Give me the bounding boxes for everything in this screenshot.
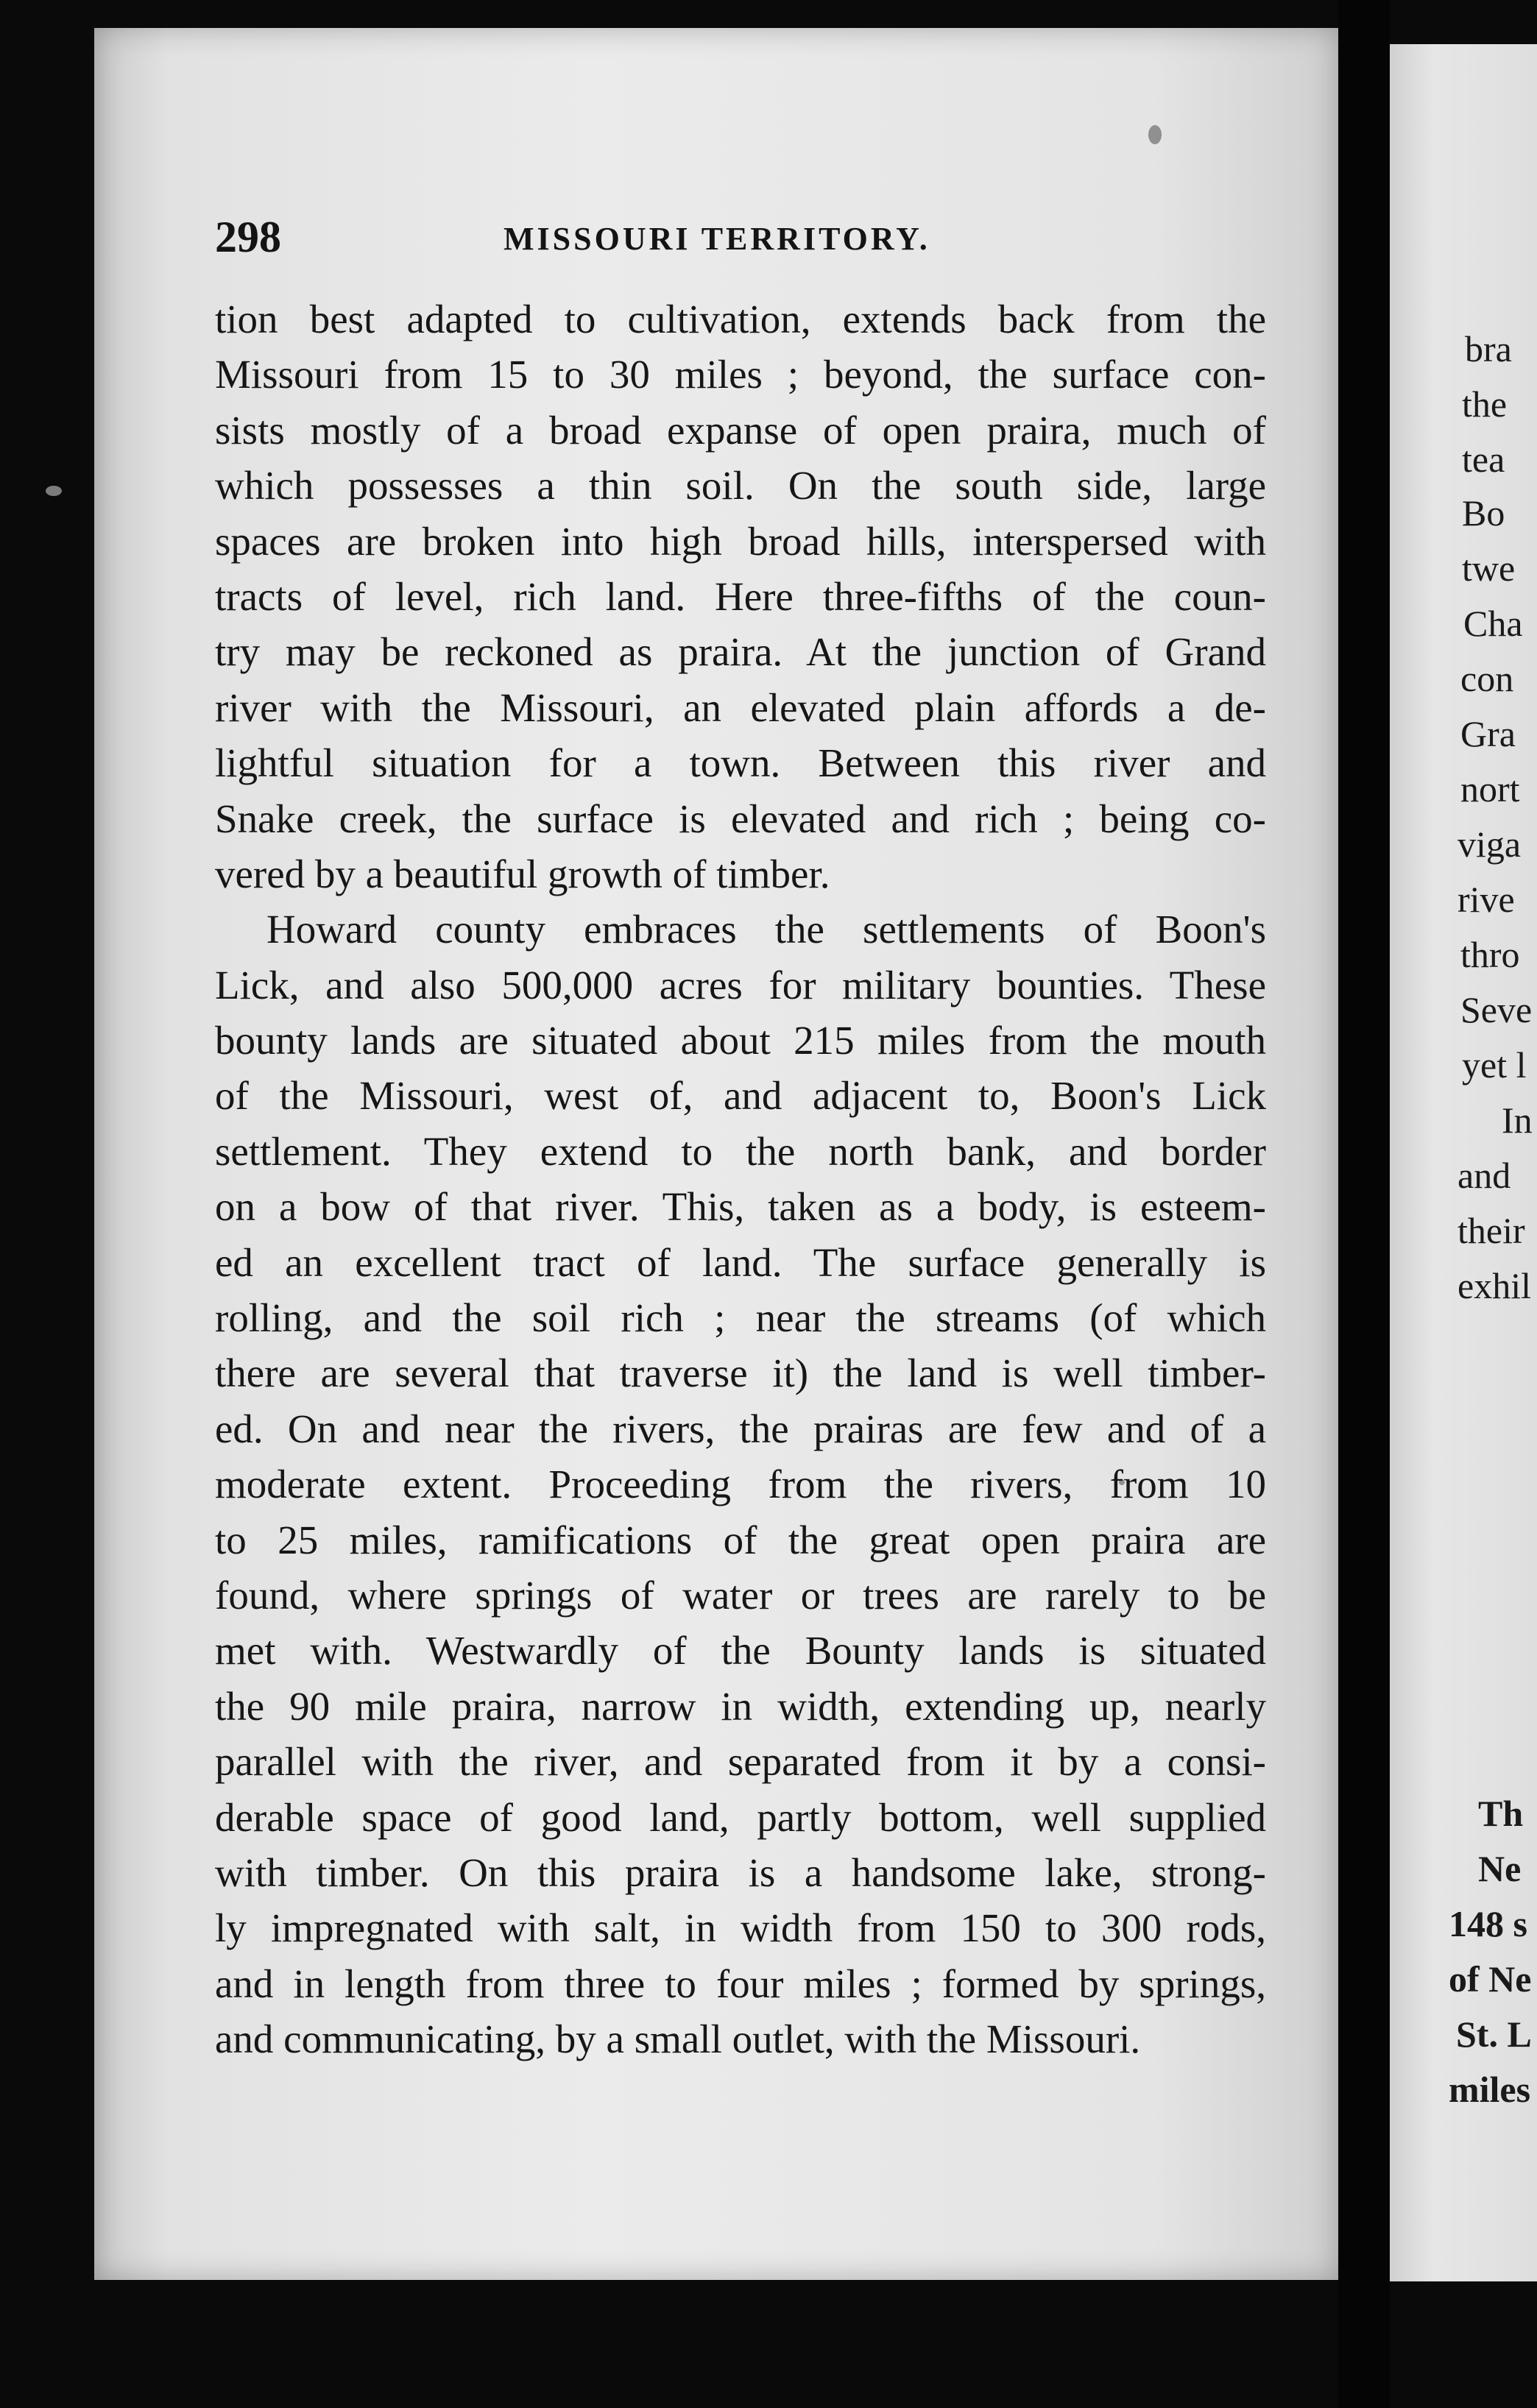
facing-fragment: con (1460, 658, 1514, 699)
facing-fragment: Ne (1478, 1848, 1522, 1889)
facing-fragment: miles (1449, 2069, 1531, 2110)
text-line: derable space of good land, partly bottom, well supplied (215, 1794, 1266, 1840)
running-title: MISSOURI TERRITORY. (504, 221, 930, 257)
text-line: moderate extent. Proceeding from the rivers, from 10 (215, 1462, 1266, 1507)
text-line: sists mostly of a broad expanse of open praira, much of (215, 407, 1266, 453)
facing-fragment: 148 s (1449, 1903, 1527, 1944)
text-line: Howard county embraces the settlements of Boon's (266, 907, 1266, 952)
text-line: parallel with the river, and separated from it by a consi- (215, 1739, 1266, 1785)
facing-fragment: Bo (1462, 492, 1505, 534)
facing-page-text (1449, 0, 1537, 2408)
text-line: tion best adapted to cultivation, extends back from the (215, 297, 1266, 341)
running-head (215, 208, 981, 266)
text-line: found, where springs of water or trees are rarely to be (215, 1572, 1266, 1618)
text-line: Snake creek, the surface is elevated and rich ; being co- (215, 796, 1266, 841)
text-line: on a bow of that river. This, taken as a body, is esteem- (215, 1184, 1266, 1230)
text-line: Missouri from 15 to 30 miles ; beyond, the surface con- (215, 352, 1266, 397)
page-number: 298 (215, 213, 281, 261)
facing-fragment: their (1458, 1210, 1525, 1251)
facing-fragment: thro (1460, 934, 1520, 975)
paper-speck (46, 486, 62, 496)
text-line: and in length from three to four miles ; formed by springs, (215, 1961, 1266, 2006)
facing-fragment: rive (1458, 879, 1515, 920)
facing-fragment: St. L (1456, 2014, 1532, 2055)
facing-fragment: Seve (1460, 989, 1533, 1030)
facing-fragment: tea (1462, 439, 1505, 480)
text-line: bounty lands are situated about 215 miles from the mouth (215, 1018, 1266, 1063)
text-line: which possesses a thin soil. On the south side, large (215, 463, 1266, 509)
text-line: rolling, and the soil rich ; near the streams (of which (215, 1295, 1266, 1341)
text-line: to 25 miles, ramifications of the great open praira are (215, 1517, 1266, 1562)
page-body (215, 291, 1266, 2067)
text-line: and communicating, by a small outlet, with the Missouri. (215, 2016, 1141, 2062)
facing-fragment: and (1458, 1155, 1511, 1196)
facing-fragment: bra (1465, 328, 1512, 369)
text-line: of the Missouri, west of, and adjacent to, Boon's Lick (215, 1073, 1266, 1119)
text-line: river with the Missouri, an elevated plain affords a de- (215, 684, 1266, 730)
text-line: tracts of level, rich land. Here three-fifths of the coun- (215, 573, 1266, 619)
facing-fragment: Cha (1463, 603, 1523, 644)
text-line: ed. On and near the rivers, the prairas are few and of a (215, 1406, 1266, 1451)
text-line: met with. Westwardly of the Bounty lands is situated (215, 1628, 1266, 1674)
text-line: ly impregnated with salt, in width from 150 to 300 rods, (215, 1905, 1266, 1951)
facing-fragment: nort (1460, 768, 1520, 810)
text-line: vered by a beautiful growth of timber. (215, 851, 830, 896)
facing-fragment: Gra (1460, 713, 1516, 754)
facing-fragment: the (1462, 383, 1508, 425)
text-line: ed an excellent tract of land. The surface generally is (215, 1239, 1266, 1285)
paper-speck (1148, 125, 1162, 144)
book-gutter (1338, 0, 1390, 2408)
text-line: spaces are broken into high broad hills, interspersed with (215, 518, 1266, 564)
facing-fragment: viga (1458, 824, 1522, 865)
facing-fragment: In (1502, 1099, 1533, 1141)
text-line: settlement. They extend to the north bank, and border (215, 1128, 1266, 1174)
facing-fragment: exhil (1458, 1265, 1531, 1306)
text-line: try may be reckoned as praira. At the junction of Grand (215, 629, 1266, 675)
facing-fragment: Th (1478, 1793, 1524, 1834)
text-line: the 90 mile praira, narrow in width, extending up, nearly (215, 1683, 1266, 1729)
text-line: with timber. On this praira is a handsome lake, strong- (215, 1849, 1266, 1895)
facing-fragment: yet l (1462, 1044, 1527, 1086)
facing-fragment: twe (1462, 548, 1516, 589)
facing-fragment: of Ne (1449, 1958, 1532, 2000)
text-line: Lick, and also 500,000 acres for military bounties. These (215, 962, 1266, 1008)
text-line: there are several that traverse it) the land is well timber- (215, 1350, 1266, 1396)
text-line: lightful situation for a town. Between this river and (215, 740, 1266, 786)
